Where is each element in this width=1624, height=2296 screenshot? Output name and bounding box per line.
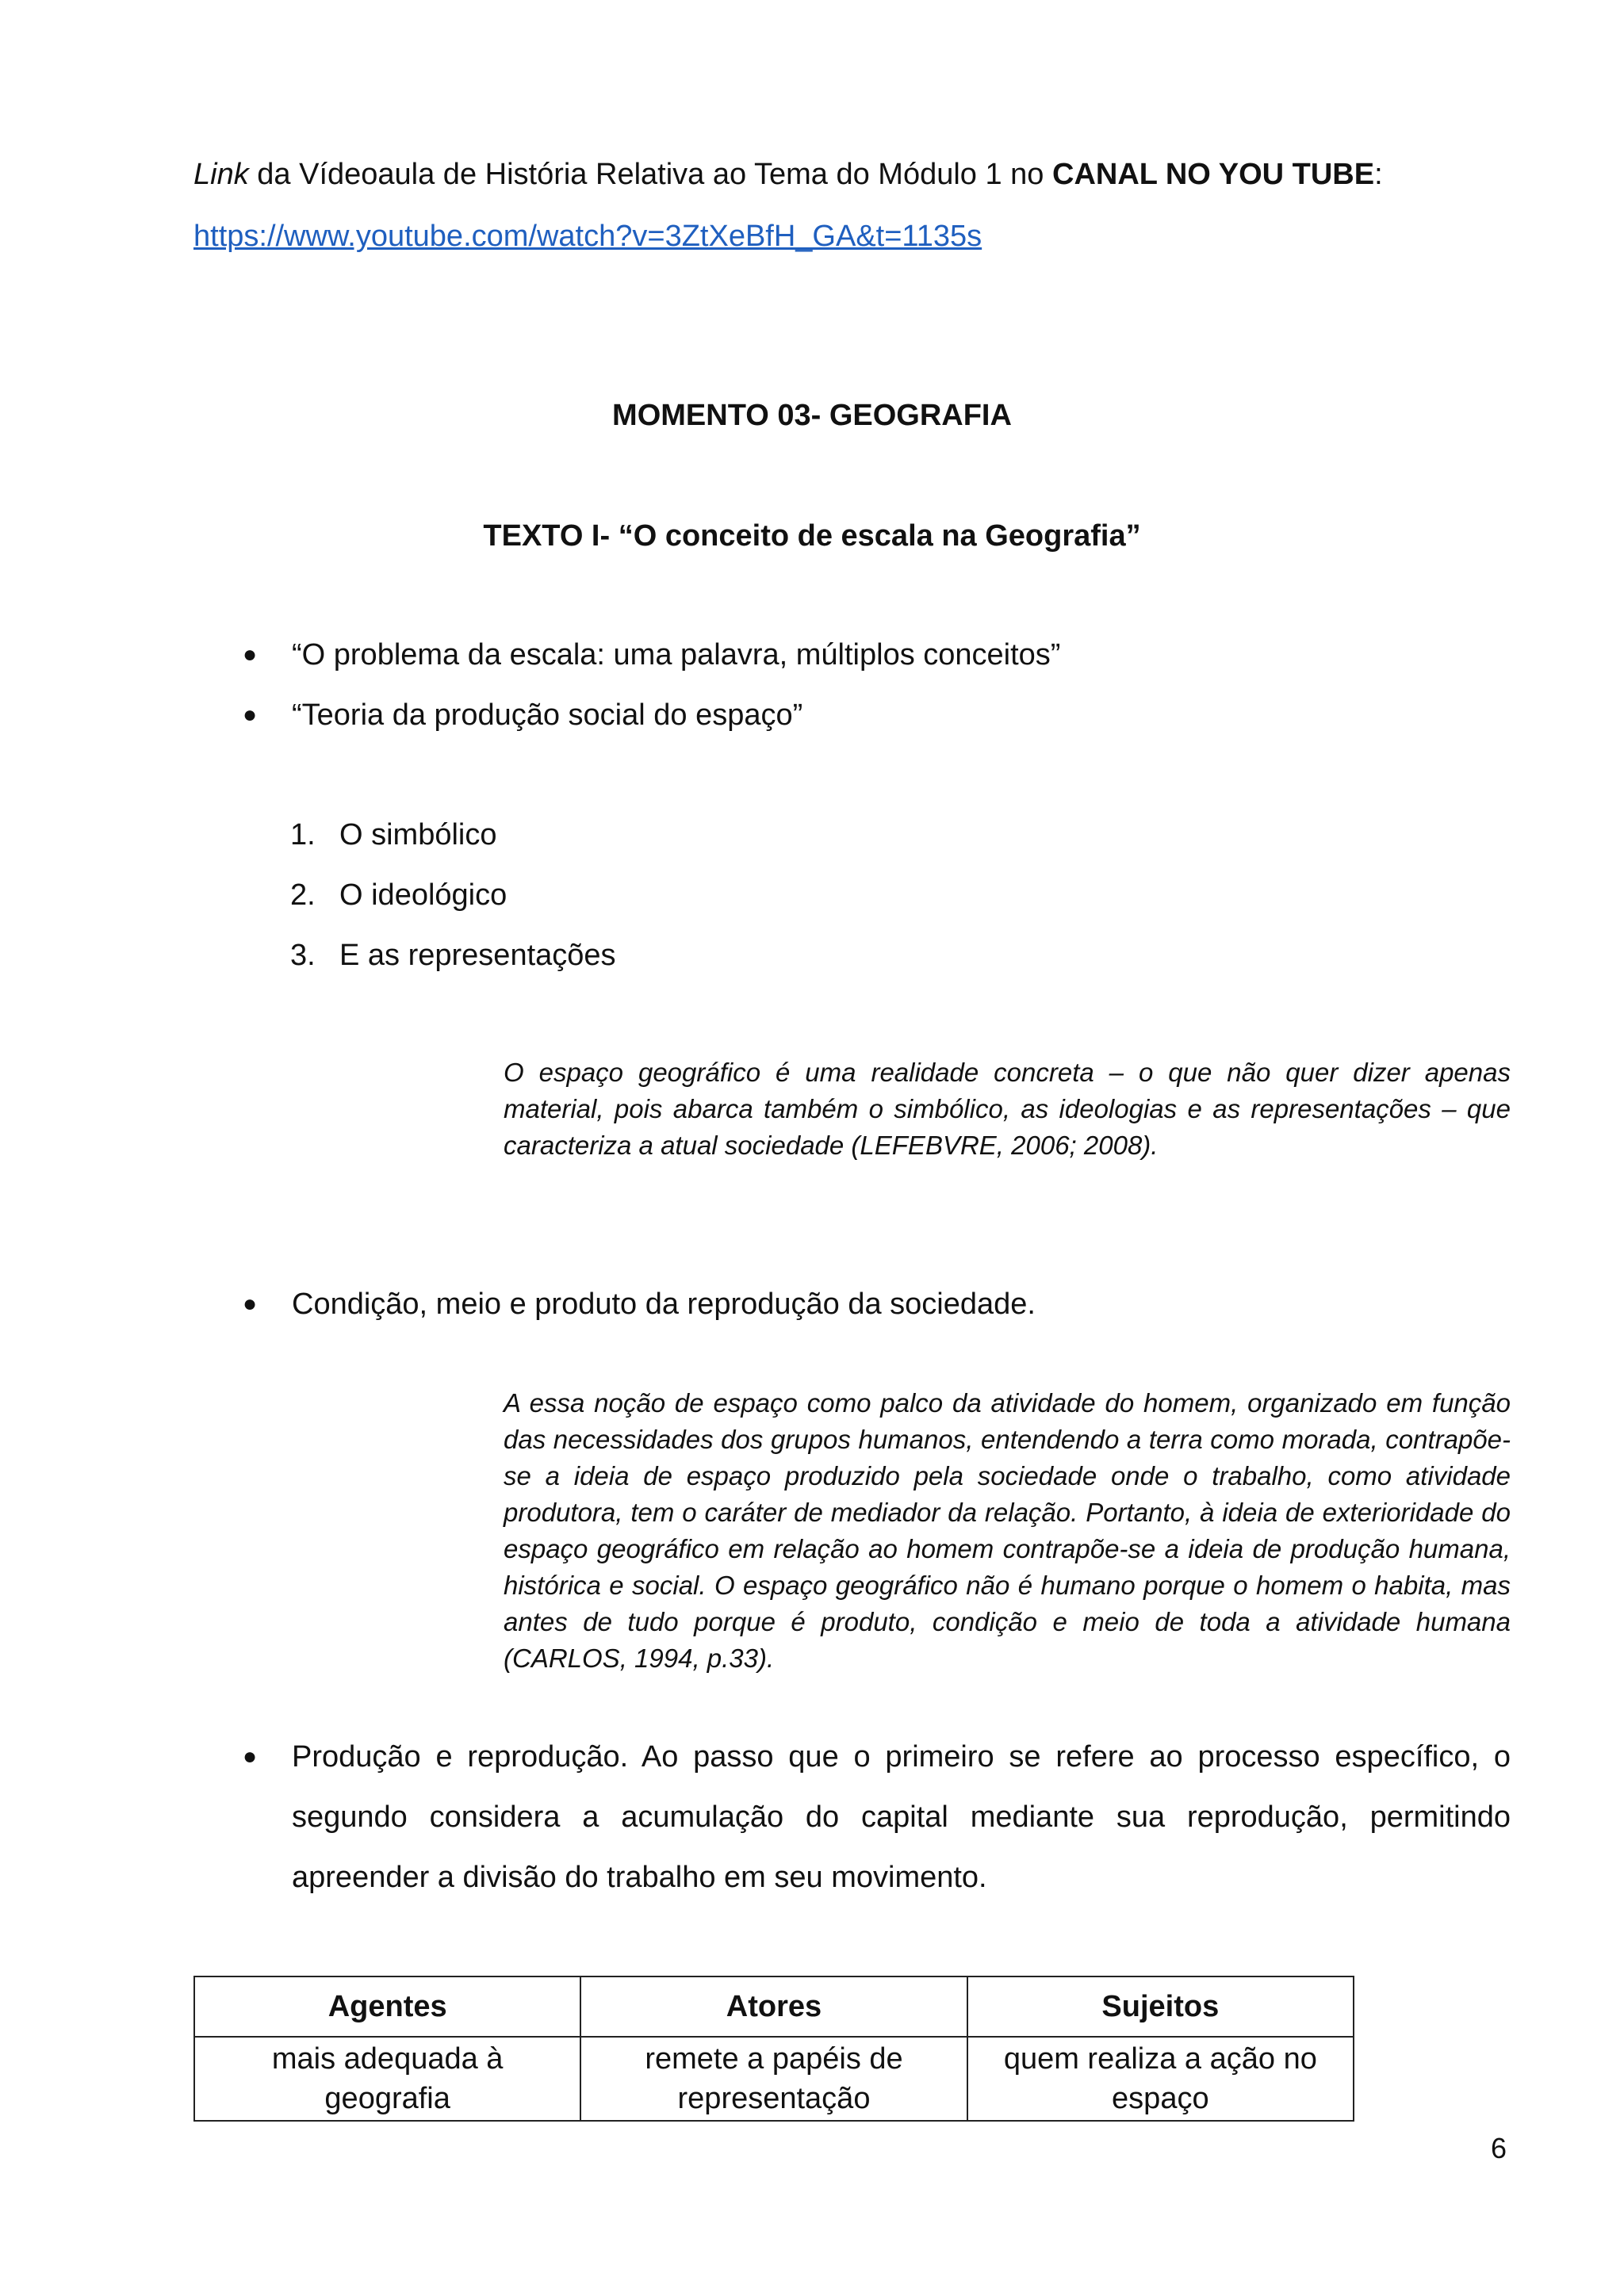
bullet-paragraph: Produção e reprodução. Ao passo que o primeiro se refere ao processo específico, o segundo considera a acumulação do capital mediante sua reprodução, permitindo apreender a divisão do trabalho em seu movimento.: [292, 1740, 1511, 1894]
item-number: 2.: [290, 878, 316, 912]
item-text: O simbólico: [339, 818, 497, 851]
table-header-row: [194, 1976, 1354, 2037]
table-header-cell: Atores: [580, 1976, 967, 2037]
item-number: 1.: [290, 818, 316, 851]
numbered-item: [290, 876, 1004, 914]
item-number: 3.: [290, 939, 316, 972]
table-cell: remete a papéis de representação: [580, 2037, 967, 2121]
block-quote-lefebvre: O espaço geográfico é uma realidade concreta – o que não quer dizer apenas material, pois abarca também o simbólico, as ideologias e as representações – que caracteriza a atual sociedade (LEFEBVRE, 2006; 2008).: [504, 1058, 1511, 1160]
bullet-marker: ●: [243, 702, 258, 728]
bullet-marker: ●: [243, 641, 258, 668]
bullet-text: Condição, meio e produto da reprodução da sociedade.: [292, 1288, 1036, 1321]
item-text: O ideológico: [339, 878, 508, 912]
channel-label: CANAL NO YOU TUBE: [1052, 158, 1375, 191]
page-number: 6: [1491, 2132, 1507, 2164]
intro-colon: :: [1374, 158, 1383, 191]
bullet-text: “Teoria da produção social do espaço”: [292, 698, 803, 732]
block-quote-carlos: A essa noção de espaço como palco da atividade do homem, organizado em função das necessidades dos grupos humanos, entendendo a terra como morada, contrapõe-se a ideia de espaço produzido pela sociedade onde o trabalho, como atividade produtora, tem o caráter de mediador da relação. Portanto, à ideia de exterioridade do espaço geográfico em relação ao homem contrapõe-se a ideia de produção humana, histórica e social. O espaço geográfico não é humano porque o homem o habita, mas antes de tudo porque é produto, condição e meio de toda a atividade humana (CARLOS, 1994, p.33).: [504, 1388, 1511, 1673]
bullet-item: [243, 696, 1511, 734]
table-cell: mais adequada à geografia: [194, 2037, 580, 2121]
bullet-text: “O problema da escala: uma palavra, múltiplos conceitos”: [292, 638, 1061, 672]
video-link[interactable]: https://www.youtube.com/watch?v=3ZtXeBfH_GA&t=1135s: [193, 220, 982, 253]
table-header-cell: Sujeitos: [967, 1976, 1354, 2037]
bullet-marker: ●: [243, 1743, 258, 1770]
numbered-item: [290, 936, 1004, 974]
text-title: TEXTO I- “O conceito de escala na Geografia”: [483, 519, 1141, 553]
actors-table: [193, 1976, 1354, 2122]
numbered-item: [290, 816, 1004, 854]
bullet-item: [243, 1285, 1511, 1323]
section-title: MOMENTO 03- GEOGRAFIA: [612, 399, 1012, 432]
video-url-line: [193, 217, 982, 255]
bullet-marker: ●: [243, 1291, 258, 1317]
table-header-cell: Agentes: [194, 1976, 580, 2037]
item-text: E as representações: [339, 939, 616, 972]
intro-text: da Vídeoaula de História Relativa ao Tema do Módulo 1 no: [248, 158, 1052, 191]
bullet-item: [243, 636, 1511, 674]
video-intro-line: [193, 155, 1383, 193]
table-row: [194, 2037, 1354, 2121]
table-cell: quem realiza a ação no espaço: [967, 2037, 1354, 2121]
link-word: Link: [193, 158, 249, 191]
